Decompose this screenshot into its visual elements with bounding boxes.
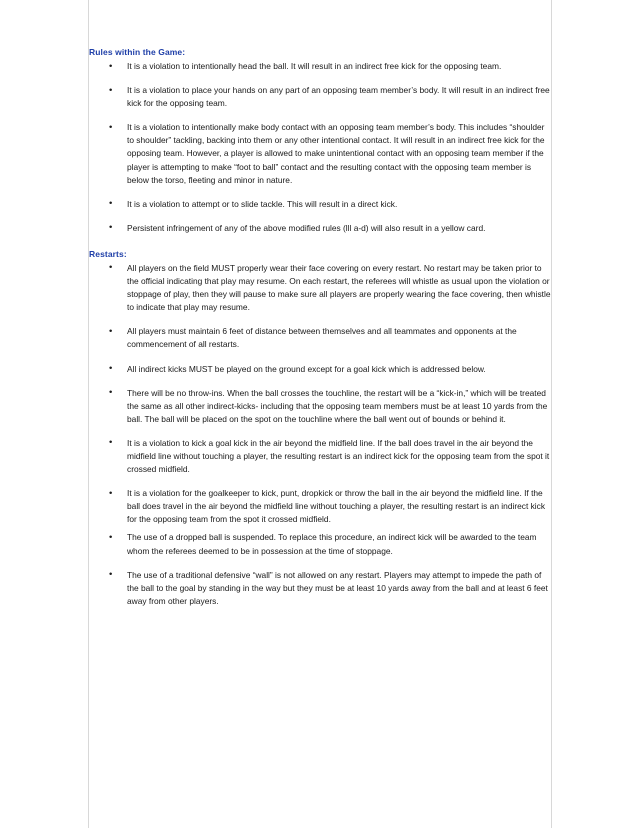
list-item: • Persistent infringement of any of the above modified rules (lll a-d) will also result in a yellow card. (89, 222, 551, 235)
list-item: • There will be no throw-ins. When the ball crosses the touchline, the restart will be a “kick-in,” which will be treated the same as all other indirect-kicks- including that the opposing team members must be at least 10 yards from the ball. The ball will be placed on the spot on the touchline where the ball went out of bounds or behind it. (89, 387, 551, 426)
list-item: • It is a violation to place your hands on any part of an opposing team member’s body. It will result in an indirect free kick for the opposing team. (89, 84, 551, 110)
document-body (89, 47, 551, 608)
restarts-list (89, 262, 551, 608)
list-item: • It is a violation to intentionally head the ball. It will result in an indirect free kick for the opposing team. (89, 60, 551, 73)
list-item: • The use of a dropped ball is suspended. To replace this procedure, an indirect kick will be awarded to the team whom the referees deemed to be in possession at the time of stoppage. (89, 531, 551, 557)
section-heading-restarts: Restarts: (89, 248, 127, 259)
list-item: • It is a violation for the goalkeeper to kick, punt, dropkick or throw the ball in the air beyond the midfield line. If the ball does travel in the air beyond the midfield line without touching a player, the resulting restart is an indirect kick for the opposing team from the spot it crossed midfield. (89, 487, 551, 526)
list-item: • The use of a traditional defensive “wall” is not allowed on any restart. Players may attempt to impede the path of the ball to the goal by standing in the way but they must be at least 10 yards away from the ball and at least 6 feet away from other players. (89, 569, 551, 608)
section-heading-rules-within-the-game: Rules within the Game: (89, 47, 186, 57)
rules-within-the-game-list (89, 60, 551, 235)
list-item: • All players on the field MUST properly wear their face covering on every restart. No restart may be taken prior to the official indicating that play may resume. On each restart, the referees will whistle as usual upon the violation or stoppage of play, then they will pause to make sure all players are properly wearing the face covering, then whistle to indicate that play may resume. (89, 262, 551, 314)
list-item: • It is a violation to kick a goal kick in the air beyond the midfield line. If the ball does travel in the air beyond the midfield line without touching a player, the resulting restart is an indirect kick for the opposing team from the spot it crossed midfield. (89, 437, 551, 476)
right-margin-rule (551, 0, 552, 828)
list-item: • It is a violation to intentionally make body contact with an opposing team member’s body. This includes “shoulder to shoulder” tackling, backing into them or any other intentional contact. It will result in an indirect free kick for the opposing team. However, a player is allowed to make unintentional contact with an opposing team member if the player is attempting to make “foot to ball” contact and the resulting contact with the opposing team member is below the torso, fleeting and minor in nature. (89, 121, 551, 186)
list-item: • All indirect kicks MUST be played on the ground except for a goal kick which is addressed below. (89, 363, 551, 376)
list-item: • It is a violation to attempt or to slide tackle. This will result in a direct kick. (89, 198, 551, 211)
list-item: • All players must maintain 6 feet of distance between themselves and all teammates and opponents at the commencement of all restarts. (89, 325, 551, 351)
